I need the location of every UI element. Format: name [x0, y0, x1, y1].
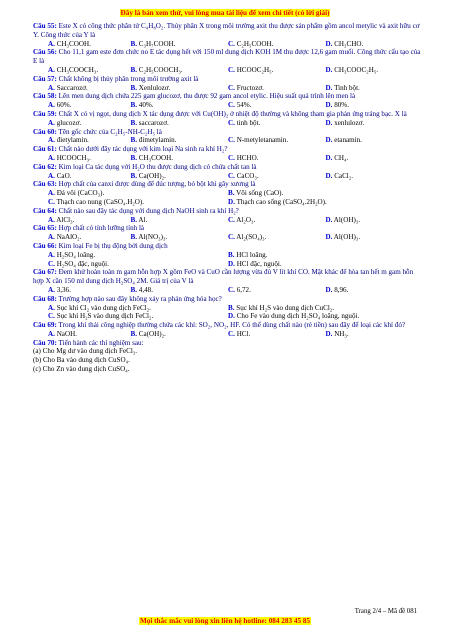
hotline-banner-text: Mọi thắc mắc vui lòng xin liên hệ hotline: 084 283 45 85	[139, 617, 311, 625]
option-letter: A.	[48, 285, 55, 294]
answer-option	[33, 136, 131, 145]
option-letter: C.	[228, 285, 235, 294]
option-text: NaOH.	[56, 329, 77, 338]
question-stem	[33, 92, 423, 101]
option-letter: D.	[325, 171, 333, 180]
question-number: Câu 64:	[33, 206, 57, 215]
answer-option	[228, 198, 423, 207]
option-text: Al(OH)₃.	[333, 215, 361, 224]
option-text: Al.	[138, 215, 148, 224]
question-stem	[33, 180, 423, 189]
options-row	[33, 154, 423, 163]
option-text: CaO.	[56, 171, 72, 180]
options-row	[33, 216, 423, 225]
option-text: Tinh bột.	[334, 83, 360, 92]
answer-option	[228, 330, 326, 339]
option-letter: D.	[325, 329, 333, 338]
option-text: 6,72.	[236, 285, 251, 294]
question-block	[33, 22, 423, 48]
option-text: Saccarozơ.	[56, 83, 88, 92]
answer-option	[33, 251, 228, 260]
option-letter: C.	[228, 118, 235, 127]
experiment-item: (c) Cho Zn vào dung dịch CuSO₄.	[33, 365, 130, 374]
option-text: HCOOCH₃.	[56, 153, 91, 162]
option-text: HCl loãng.	[236, 250, 268, 259]
question-number: Câu 63:	[33, 180, 57, 189]
option-text: CH₃CHO.	[334, 39, 364, 48]
option-letter: B.	[130, 39, 138, 48]
option-text: 8,96.	[334, 285, 349, 294]
option-letter: A.	[48, 233, 55, 242]
answer-option	[228, 119, 326, 128]
question-text: Chất nào sau đây tác dụng với dung dịch NaOH sinh ra khí H₂?	[58, 206, 239, 215]
option-letter: A.	[48, 136, 55, 145]
option-text: CaCO₃.	[236, 171, 259, 180]
question-text: Trường hợp nào sau đây không xảy ra phản ứng hóa học?	[58, 294, 222, 303]
answer-option	[131, 40, 229, 49]
option-letter: A.	[48, 329, 55, 338]
option-letter: A.	[48, 39, 55, 48]
answer-option	[228, 286, 326, 295]
option-letter: C.	[228, 171, 235, 180]
question-stem	[33, 128, 423, 137]
answer-option	[228, 312, 423, 321]
options-row	[33, 260, 423, 269]
options-row	[33, 40, 423, 49]
question-number: Câu 59:	[33, 109, 57, 118]
options-row	[33, 330, 423, 339]
options-row	[33, 172, 423, 181]
option-text: Đá vôi (CaCO₃).	[56, 189, 105, 198]
option-text: glucozơ.	[56, 118, 82, 127]
question-stem	[33, 22, 423, 40]
option-letter: C.	[228, 153, 235, 162]
question-text: Đem khử hoàn toàn m gam hỗn hợp X gồm FeO và CuO cần lượng vừa đủ V lít khí CO. Mặt khác để hòa tan hết m gam hỗn hợp X cần 150 ml dung dịch H₂SO₄ 2M. Giá trị của V là	[33, 268, 414, 286]
option-letter: D.	[325, 215, 333, 224]
answer-option	[326, 286, 424, 295]
option-letter: D.	[325, 136, 333, 145]
question-block	[33, 128, 423, 146]
option-letter: A.	[48, 303, 55, 312]
question-number: Câu 70:	[33, 338, 57, 347]
option-text: C₂H₅COOCH₃.	[138, 65, 183, 74]
experiment-item: (a) Cho Mg dư vào dung dịch FeCl₃.	[33, 347, 138, 356]
answer-option	[131, 330, 229, 339]
option-letter: A.	[48, 171, 55, 180]
answer-option	[228, 84, 326, 93]
option-text: etanamin.	[334, 136, 362, 145]
question-stem	[33, 295, 423, 304]
question-text: Tên gốc chức của C₂H₅-NH-C₂H₅ là	[58, 127, 162, 136]
option-text: Vôi sống (CaO).	[236, 189, 284, 198]
question-text: Chất không bị thủy phân trong môi trường axit là	[58, 74, 199, 83]
option-letter: D.	[228, 312, 235, 321]
question-number: Câu 57:	[33, 74, 57, 83]
option-text: C₃H₇COOH.	[138, 39, 176, 48]
option-letter: A.	[48, 215, 55, 224]
question-text: Chất X có vị ngọt, dung dịch X tác dụng được với Cu(OH)₂ ở nhiệt độ thường và không tham gia phản ứng tráng bạc. X là	[58, 109, 407, 118]
option-text: CH₃COOCH₃.	[56, 65, 99, 74]
answer-option	[33, 286, 131, 295]
question-text: Hợp chất có tính lưỡng tính là	[58, 224, 145, 233]
answer-option	[326, 84, 424, 93]
option-text: H₂SO₄ loãng.	[56, 250, 96, 259]
question-text: Chất nào dưới đây tác dụng với kim loại Na sinh ra khí H₂?	[58, 145, 228, 154]
option-text: Xenlulozơ.	[138, 83, 171, 92]
option-text: AlCl₃.	[56, 215, 75, 224]
question-number: Câu 66:	[33, 241, 57, 250]
answer-option	[33, 330, 131, 339]
answer-option	[131, 172, 229, 181]
question-block	[33, 207, 423, 225]
question-stem	[33, 48, 423, 66]
answer-option	[326, 172, 424, 181]
answer-option	[326, 216, 424, 225]
option-text: HCl.	[236, 329, 251, 338]
option-letter: B.	[130, 65, 138, 74]
answer-option	[326, 330, 424, 339]
answer-option	[228, 66, 326, 75]
option-text: Fructozơ.	[236, 83, 264, 92]
option-text: 54%.	[236, 101, 252, 110]
question-number: Câu 65:	[33, 224, 57, 233]
answer-option	[228, 189, 423, 198]
answer-option	[228, 101, 326, 110]
option-text: C₂H₅COOH.	[236, 39, 274, 48]
option-letter: C.	[228, 65, 235, 74]
option-letter: A.	[48, 189, 55, 198]
answer-option	[326, 101, 424, 110]
option-text: Sục khí Cl₂ vào dung dịch FeCl₂.	[56, 303, 151, 312]
option-letter: D.	[228, 259, 235, 268]
answer-option	[33, 101, 131, 110]
question-block	[33, 48, 423, 74]
answer-option	[228, 172, 326, 181]
option-text: Sục khí H₂S vào dung dịch CuCl₂.	[236, 303, 335, 312]
question-stem	[33, 110, 423, 119]
option-text: N-metyletanamin.	[236, 136, 289, 145]
question-number: Câu 67:	[33, 268, 57, 277]
options-row	[33, 101, 423, 110]
answer-option	[33, 312, 228, 321]
option-letter: D.	[325, 153, 333, 162]
answer-option	[33, 40, 131, 49]
preview-banner-text: Đây là bản xem thử, vui lòng mua tài liệu để xem chi tiết (có lời giải)	[120, 9, 330, 17]
answer-option	[33, 260, 228, 269]
options-row	[33, 251, 423, 260]
option-text: Thạch cao sống (CaSO₄.2H₂O).	[236, 197, 327, 206]
question-text: Kim loại Ca tác dụng với H₂O thu được dung dịch có chứa chất tan là	[58, 162, 257, 171]
hotline-banner	[0, 617, 450, 626]
question-block	[33, 75, 423, 93]
option-letter: B.	[228, 303, 235, 312]
answer-option	[33, 198, 228, 207]
option-letter: C.	[228, 329, 235, 338]
question-text: Hợp chất của canxi được dùng để đúc tượng, bó bột khi gãy xương là	[58, 180, 256, 189]
option-letter: D.	[325, 83, 333, 92]
option-letter: B.	[228, 189, 235, 198]
answer-option	[131, 216, 229, 225]
answer-option	[326, 119, 424, 128]
question-number: Câu 58:	[33, 92, 57, 101]
option-text: CH₃COOC₂H₅.	[334, 65, 379, 74]
question-block	[33, 295, 423, 321]
answer-option	[131, 154, 229, 163]
option-text: Al₂O₃.	[236, 215, 256, 224]
answer-option	[131, 66, 229, 75]
question-text: Kim loại Fe bị thụ động bởi dung dịch	[58, 241, 168, 250]
option-text: tinh bột.	[236, 118, 261, 127]
question-number: Câu 55:	[33, 22, 57, 30]
option-text: HCOOC₂H₅.	[236, 65, 274, 74]
question-number: Câu 62:	[33, 162, 57, 171]
answer-option	[131, 233, 229, 242]
answer-option	[33, 119, 131, 128]
options-row	[33, 189, 423, 198]
option-text: Sục khí H₂S vào dung dịch FeCl₂.	[56, 312, 154, 321]
option-letter: C.	[228, 215, 235, 224]
option-letter: B.	[130, 215, 138, 224]
answer-option	[228, 304, 423, 313]
option-letter: A.	[48, 65, 55, 74]
options-row	[33, 84, 423, 93]
option-text: xenlulozơ.	[334, 118, 365, 127]
answer-option	[33, 172, 131, 181]
options-row	[33, 233, 423, 242]
answer-option	[33, 216, 131, 225]
option-text: CaCl₂.	[334, 171, 354, 180]
option-text: HCHO.	[236, 153, 259, 162]
answer-option	[228, 154, 326, 163]
option-letter: B.	[130, 101, 138, 110]
option-letter: D.	[325, 233, 333, 242]
option-letter: C.	[228, 83, 235, 92]
options-row	[33, 136, 423, 145]
option-text: đietylamin.	[56, 136, 89, 145]
answer-option	[228, 260, 423, 269]
question-text: Cho 11,1 gam este đơn chức no E tác dụng hết với 150 ml dung dịch KOH 1M thu được 12,6 gam muối. Công thức cấu tạo của E là	[33, 48, 421, 66]
question-block	[33, 268, 423, 294]
question-block	[33, 163, 423, 181]
preview-banner	[0, 9, 450, 18]
option-text: Al(NO₃)₃.	[138, 233, 168, 242]
question-block	[33, 110, 423, 128]
option-text: đimetylamin.	[138, 136, 177, 145]
option-letter: C.	[48, 259, 55, 268]
option-letter: A.	[48, 118, 55, 127]
option-text: saccarozơ.	[138, 118, 169, 127]
question-stem	[33, 75, 423, 84]
options-row	[33, 66, 423, 75]
option-text: 80%.	[334, 101, 349, 110]
question-block	[33, 321, 423, 339]
option-letter: A.	[48, 250, 55, 259]
option-letter: B.	[130, 153, 138, 162]
options-row	[33, 286, 423, 295]
option-text: CH₄.	[334, 153, 349, 162]
answer-option	[326, 40, 424, 49]
question-number: Câu 56:	[33, 48, 57, 57]
option-letter: A.	[48, 83, 55, 92]
option-text: Thạch cao nung (CaSO₄.H₂O).	[56, 197, 145, 206]
question-text: Este X có công thức phân tử C₄H₈O₂. Thủy phân X trong môi trường axit thu được sản phẩm gồm ancol metylic và axit hữu cơ Y. Công thức của Y là	[33, 22, 420, 39]
option-letter: D.	[228, 197, 235, 206]
answer-option	[33, 189, 228, 198]
question-stem	[33, 163, 423, 172]
experiment-item: (b) Cho Ba vào dung dịch CuSO₄.	[33, 356, 130, 365]
option-text: 60%.	[56, 101, 72, 110]
question-number: Câu 61:	[33, 145, 57, 154]
answer-option	[228, 40, 326, 49]
question-number: Câu 69:	[33, 321, 57, 330]
option-letter: D.	[325, 285, 333, 294]
question-block	[33, 224, 423, 242]
question-stem	[33, 339, 423, 348]
option-letter: B.	[130, 83, 138, 92]
question-list	[33, 22, 423, 374]
answer-option	[33, 154, 131, 163]
question-block	[33, 180, 423, 206]
option-letter: B.	[130, 285, 138, 294]
option-letter: D.	[325, 39, 333, 48]
option-text: 4,48.	[138, 285, 153, 294]
answer-option	[33, 84, 131, 93]
options-row	[33, 312, 423, 321]
question-block	[33, 145, 423, 163]
option-letter: C.	[228, 39, 235, 48]
option-text: Cho Fe vào dung dịch H₂SO₄ loãng, nguội.	[236, 312, 360, 321]
answer-option	[131, 84, 229, 93]
option-letter: B.	[130, 118, 138, 127]
option-text: HCl đặc, nguội.	[236, 259, 282, 268]
option-letter: A.	[48, 153, 55, 162]
answer-option	[326, 233, 424, 242]
option-letter: D.	[325, 101, 333, 110]
options-row	[33, 198, 423, 207]
options-row	[33, 304, 423, 313]
question-stem	[33, 145, 423, 154]
question-number: Câu 60:	[33, 127, 57, 136]
answer-option	[326, 66, 424, 75]
option-text: Al(OH)₃.	[333, 233, 361, 242]
option-letter: C.	[228, 136, 235, 145]
option-letter: D.	[325, 118, 333, 127]
question-stem	[33, 224, 423, 233]
page-label: Trang 2/4 – Mã đề 081	[354, 608, 417, 615]
option-letter: B.	[130, 329, 138, 338]
option-text: Al₂(SO₄)₃.	[236, 233, 267, 242]
option-letter: C.	[48, 312, 55, 321]
option-text: NH₃.	[334, 329, 349, 338]
options-row	[33, 119, 423, 128]
answer-option	[131, 286, 229, 295]
option-letter: B.	[130, 171, 138, 180]
option-letter: B.	[228, 250, 235, 259]
option-letter: C.	[48, 197, 55, 206]
option-text: NaAlO₂.	[56, 233, 82, 242]
question-stem	[33, 268, 423, 286]
option-letter: B.	[130, 233, 138, 242]
option-letter: C.	[228, 101, 235, 110]
answer-option	[33, 304, 228, 313]
question-stem	[33, 242, 423, 251]
option-text: CH₃COOH.	[138, 153, 173, 162]
answer-option	[326, 154, 424, 163]
option-letter: C.	[228, 233, 235, 242]
question-block	[33, 242, 423, 268]
option-letter: D.	[325, 65, 333, 74]
answer-option	[228, 216, 326, 225]
option-text: Ca(OH)₂.	[138, 171, 166, 180]
option-text: CH₃COOH.	[56, 39, 91, 48]
answer-option	[228, 251, 423, 260]
question-block	[33, 339, 423, 374]
answer-option	[131, 119, 229, 128]
answer-option	[131, 101, 229, 110]
option-text: 3,36.	[56, 285, 71, 294]
answer-option	[33, 233, 131, 242]
option-text: 40%.	[138, 101, 154, 110]
option-text: H₂SO₄ đặc, nguội.	[56, 259, 109, 268]
option-letter: A.	[48, 101, 55, 110]
question-stem	[33, 207, 423, 216]
answer-option	[228, 233, 326, 242]
option-text: Ca(OH)₂.	[138, 329, 166, 338]
question-text: Trong khí thải công nghiệp thường chứa các khí: SO₂, NO₂, HF. Có thể dùng chất nào (rẻ tiền) sau đây để loại các khí đó?	[58, 321, 406, 330]
question-number: Câu 68:	[33, 294, 57, 303]
option-letter: B.	[130, 136, 138, 145]
answer-option	[131, 136, 229, 145]
question-stem	[33, 321, 423, 330]
answer-option	[228, 136, 326, 145]
question-text: Lên men dung dịch chứa 225 gam glucozơ, thu được 92 gam ancol etylic. Hiệu suất quá trình lên men là	[58, 92, 356, 101]
question-text: Tiến hành các thí nghiệm sau:	[58, 338, 144, 347]
question-block	[33, 92, 423, 110]
answer-option	[326, 136, 424, 145]
answer-option	[33, 66, 131, 75]
